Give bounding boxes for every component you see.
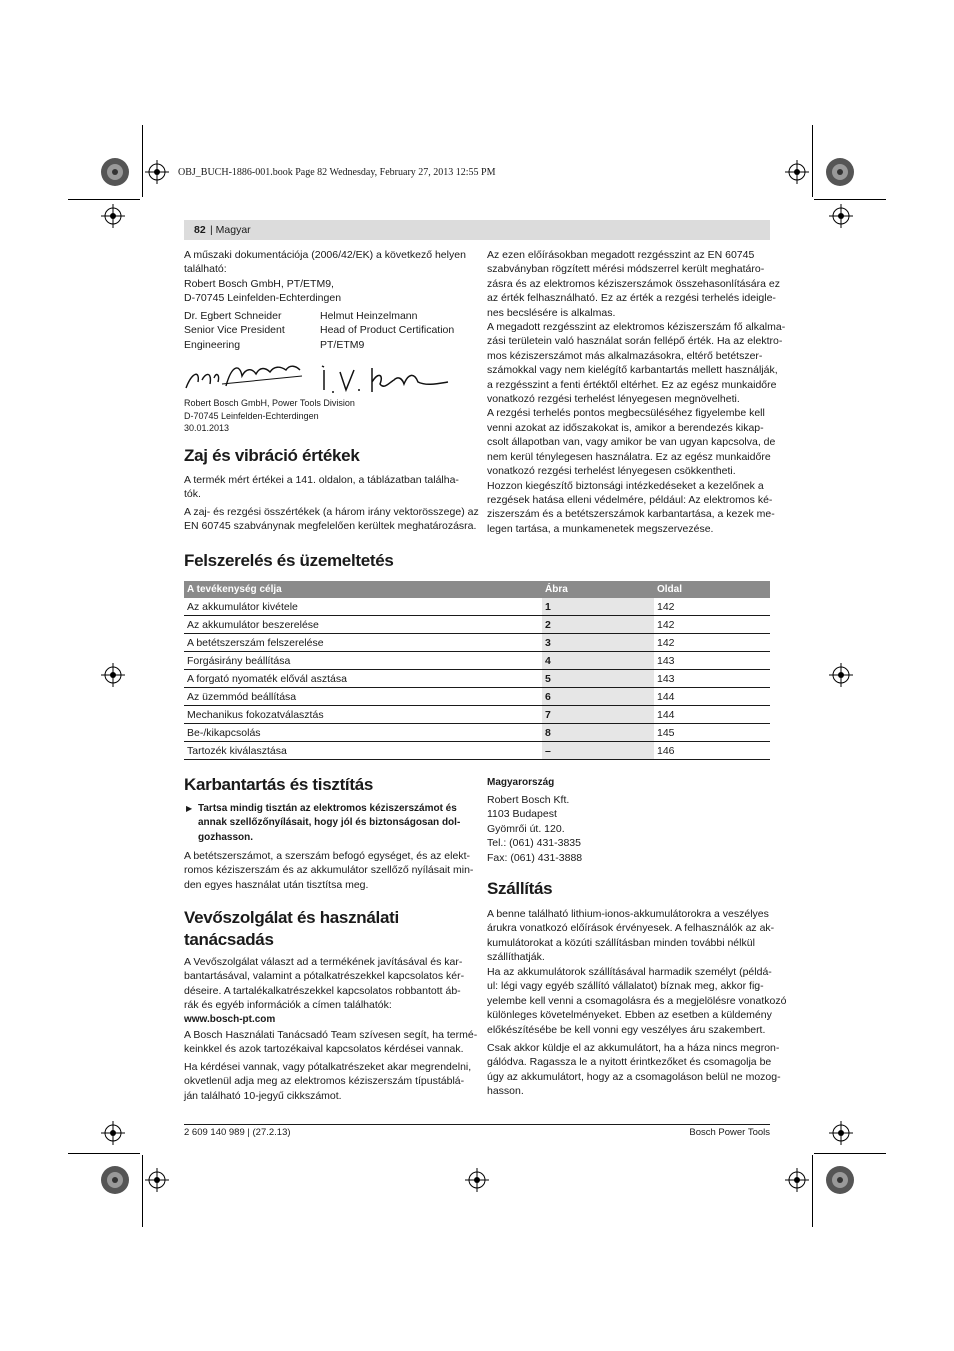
crop-mark	[814, 199, 886, 200]
column-header: Oldal	[654, 581, 770, 598]
signer-right: Helmut Heinzelmann Head of Product Certification PT/ETM9	[320, 310, 455, 351]
vibration-text: Az ezen előírásokban megadott rezgésszint az EN 60745 szabványban rögzített mérési módszerrel került meghatáro- zásra és az elektromos kéziszerszámok összehasonlítására ez az érték felhasználható. Ez az érték a rezgési terhelés ideigle- nes becslésére is alkalmas. A megadott rezgésszint az elektromos kéziszerszám fő alkalma- zási területein való használat során fellépő érték. Ha az elektro- mos kéziszerszámot más alkalmazásokra, eltérő betétszer- számokkal vagy nem kielégítő karbantartás mellett használják, a rezgésszint a fenti értéktől eltérhet. Ez az egész munkaidőre vonatkozó rezgési terhelést lényegesen megnövelheti. A rezgési terhelés pontos megbecsüléséhez figyelembe kell venni azokat az időszakokat is, amikor a berendezés kikap- csolt állapotban van, vagy amikor be van ugyan kapcsolva, de nem kerül ténylegesen használatra. Ez az egész munkaidőre vonatkozó rezgési terhelést lényegesen csökkentheti. Hozzon kiegészítő biztonsági intézkedéseket a kezelőnek a rezgések hatása elleni védelmére, például: Az elektromos ké- ziszerszám és a betétszerszámok karbantartása, a kezek me- legen tartása, a munkamenetek megszervezése.	[487, 249, 786, 535]
noise-paragraph-2: A zaj- és rezgési összértékek (a három irány vektorösszege) az EN 60745 szabványnak megfelelően kerültek meghatározásra.	[184, 506, 479, 533]
footer-right: Bosch Power Tools	[689, 1127, 770, 1138]
country-address: Robert Bosch Kft. 1103 Budapest Gyömrői út. 120. Tel.: (061) 431-3835 Fax: (061) 431-3888	[487, 794, 583, 864]
section-name: | Magyar	[210, 224, 251, 236]
crop-mark	[68, 199, 140, 200]
bullet-arrow-icon: ▶	[186, 804, 193, 813]
registration-target-icon	[825, 1165, 855, 1195]
transport-paragraph-2: Ha az akkumulátorok szállításával harmadik személyt (példá- ul: légi vagy egyéb szállító vállalatot) bíznak meg, akkor fig- yelembe kell venni a csomagolásra és a megjelölésre vonatkozó különleges követelményeket. Ebben az esetben a küldemény előkészítésébe be kell vonni egy veszélyes áru szakembert.	[487, 966, 787, 1036]
service-paragraph-2: A Bosch Használati Tanácsadó Team szívesen segít, ha termé- keinkkel és azok tartozékaival kapcsolatos kérdései vannak.	[184, 1029, 478, 1056]
crop-mark	[142, 1155, 143, 1227]
service-paragraph-1: A Vevőszolgálat választ ad a termékének javításával és kar- bantartásával, valamint a pótalkatrészekkel kapcsolatos kér- déseire. A tartalékalkatrészekkel kapcsolatos robbantott áb- rák és egyéb információk a címen találhatók:	[184, 956, 465, 1012]
table-row: A betétszerszám felszerelése 3 142	[184, 634, 770, 652]
noise-paragraph-1: A termék mért értékei a 141. oldalon, a táblázatban találha- tók.	[184, 474, 459, 501]
page-header	[184, 220, 770, 240]
crosshair-icon	[829, 1121, 853, 1145]
signature-left	[182, 358, 307, 394]
crosshair-icon	[785, 1168, 809, 1192]
table-row: Mechanikus fokozatválasztás 7 144	[184, 706, 770, 724]
crosshair-icon	[829, 204, 853, 228]
table-row: Az akkumulátor beszerelése 2 142	[184, 616, 770, 634]
table-row: Forgásirány beállítása 4 143	[184, 652, 770, 670]
crop-mark	[814, 1153, 886, 1154]
footer-left: 2 609 140 989 | (27.2.13)	[184, 1127, 291, 1138]
setup-heading: Felszerelés és üzemeltetés	[184, 551, 394, 570]
table-row: Az akkumulátor kivétele 1 142	[184, 598, 770, 616]
registration-target-icon	[825, 157, 855, 187]
column-header: A tevékenység célja	[184, 581, 542, 598]
column-header: Ábra	[542, 581, 654, 598]
transport-heading: Szállítás	[487, 879, 553, 898]
table-row: Az üzemmód beállítása 6 144	[184, 688, 770, 706]
crosshair-icon	[829, 663, 853, 687]
maintenance-bullet: Tartsa mindig tisztán az elektromos kéziszerszámot és annak szellőzőnyílásait, hogy jól és biztonságosan dol- gozhasson.	[198, 803, 461, 843]
crosshair-icon	[101, 663, 125, 687]
company-info: Robert Bosch GmbH, Power Tools Division D-70745 Leinfelden-Echterdingen 30.01.2013	[184, 398, 355, 433]
crosshair-icon	[145, 1168, 169, 1192]
transport-paragraph-3: Csak akkor küldje el az akkumulátort, ha a háza nincs megron- gálódva. Ragassza le a nyitott érintkezőket és csomagolja be úgy az akkumulátort, hogy az a csomagoláson belül ne mozog- hasson.	[487, 1042, 781, 1098]
crosshair-icon	[145, 160, 169, 184]
service-paragraph-3: Ha kérdései vannak, vagy pótalkatrészeket akar megrendelni, okvetlenül adja meg az elektromos kéziszerszám típustáblá- ján található 10-jegyű cikkszámot.	[184, 1061, 472, 1102]
declaration-text: A műszaki dokumentációja (2006/42/EK) a következő helyen található: Robert Bosch GmbH, PT/ETM9, D-70745 Leinfelden-Echterdingen	[184, 249, 466, 305]
signer-left: Dr. Egbert Schneider Senior Vice President Engineering	[184, 310, 285, 351]
setup-table	[184, 581, 770, 760]
crop-mark	[68, 1153, 140, 1154]
crosshair-icon	[785, 160, 809, 184]
registration-target-icon	[100, 157, 130, 187]
book-info-line: OBJ_BUCH-1886-001.book Page 82 Wednesday, February 27, 2013 12:55 PM	[178, 167, 496, 178]
maintenance-heading: Karbantartás és tisztítás	[184, 775, 374, 794]
service-heading: Vevőszolgálat és használati tanácsadás	[184, 908, 399, 949]
table-row: Tartozék kiválasztása – 146	[184, 742, 770, 760]
service-url[interactable]: www.bosch-pt.com	[184, 1014, 276, 1025]
table-row: A forgató nyomaték elővál asztása 5 143	[184, 670, 770, 688]
signature-right	[318, 362, 453, 396]
noise-heading: Zaj és vibráció értékek	[184, 446, 360, 465]
crop-mark	[812, 125, 813, 197]
crop-mark	[812, 1155, 813, 1227]
transport-paragraph-1: A benne található lithium-ionos-akkumulátorokra a veszélyes árukra vonatkozó előírások érvényesek. A felhasználók az ak- kumulátorokat a közúti szállításban minden további nélkül szállíthatják.	[487, 908, 775, 964]
crosshair-icon	[101, 1121, 125, 1145]
crosshair-icon	[465, 1168, 489, 1192]
footer-rule	[184, 1124, 770, 1125]
maintenance-paragraph: A betétszerszámot, a szerszám befogó egységet, és az elekt- romos kéziszerszám és az akkumulátor szellőző nyílásait min- den egyes használat után tisztítsa meg.	[184, 850, 474, 891]
crosshair-icon	[101, 204, 125, 228]
page-number: 82	[194, 224, 206, 236]
table-row: Be-/kikapcsolás 8 145	[184, 724, 770, 742]
registration-target-icon	[100, 1165, 130, 1195]
country-heading: Magyarország	[487, 777, 555, 788]
crop-mark	[142, 125, 143, 197]
